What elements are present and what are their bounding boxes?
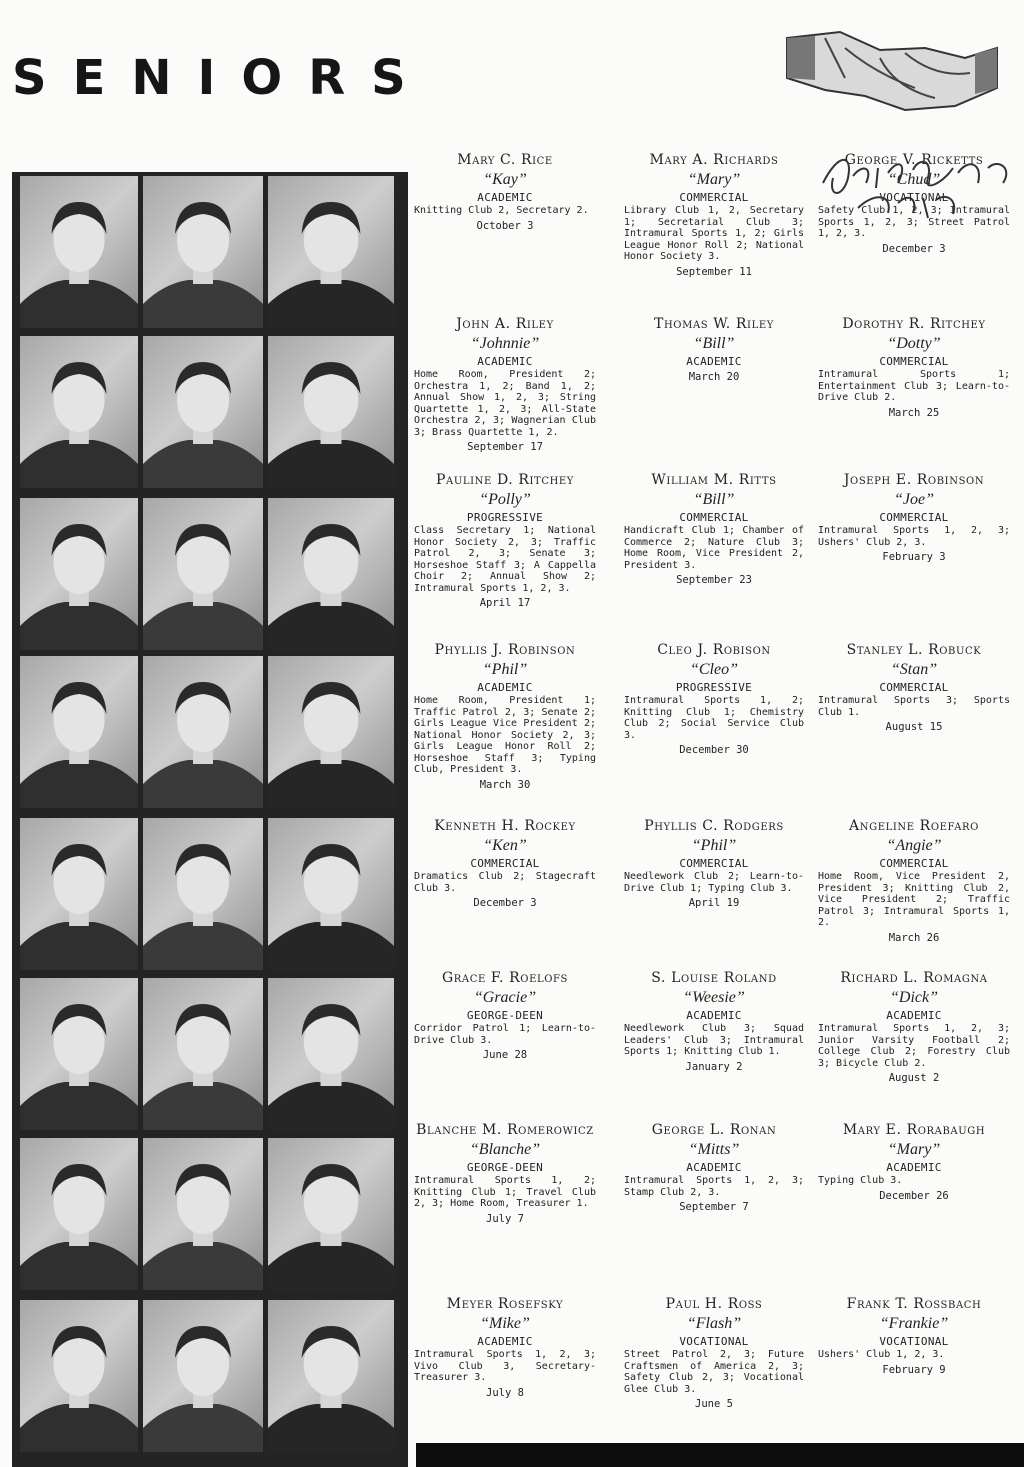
student-activities: Intramural Sports 1, 2, 3; Ushers' Club 2, 3.: [818, 525, 1010, 548]
student-birthday: March 25: [888, 406, 940, 419]
student-name: S. Louise Roland: [651, 970, 777, 986]
student-nickname: “Chud”: [887, 171, 941, 188]
student-portrait: [143, 176, 263, 328]
student-birthday: September 7: [679, 1201, 749, 1213]
student-name: Stanley L. Robuck: [846, 642, 982, 658]
student-portrait: [20, 656, 138, 808]
student-activities: Dramatics Club 2; Stagecraft Club 3.: [414, 871, 596, 894]
student-birthday: July 7: [486, 1212, 524, 1225]
student-birthday: December 26: [879, 1189, 949, 1202]
student-activities: Home Room, President 2; Orchestra 1, 2; Band 1, 2; Annual Show 1, 2, 3; String Quartette 1, 2, 3; All-State Orchestra 2, 3; Wagnerian Club 3; Brass Quartette 1, 2.: [414, 369, 596, 438]
student-name: Meyer Rosefsky: [446, 1296, 564, 1312]
senior-entry: [414, 1296, 596, 1399]
student-nickname: “Dick”: [890, 989, 938, 1006]
student-name: John A. Riley: [456, 316, 554, 332]
student-nickname: “Johnnie”: [470, 335, 540, 352]
student-birthday: February 3: [882, 551, 946, 563]
student-nickname: “Angie”: [886, 837, 942, 854]
student-birthday: April 17: [479, 597, 531, 609]
bottom-rule: [416, 1443, 1024, 1467]
senior-entry: [818, 642, 1010, 733]
student-name: George L. Ronan: [651, 1122, 777, 1138]
student-name: William M. Ritts: [651, 472, 777, 488]
student-nickname: “Phil”: [482, 661, 528, 678]
student-nickname: “Mitts”: [688, 1141, 740, 1158]
student-course: COMMERCIAL: [879, 355, 949, 368]
student-birthday: December 30: [679, 744, 749, 756]
student-activities: Class Secretary 1; National Honor Society 2, 3; Traffic Patrol 2, 3; Senate 3; Horseshoe Staff 3; A Cappella Choir 2; Annual Show 2; Intramural Sports 1, 2, 3.: [414, 525, 596, 594]
student-nickname: “Bill”: [693, 335, 735, 352]
student-course: ACADEMIC: [886, 1161, 942, 1174]
student-name: Paul H. Ross: [665, 1296, 763, 1312]
student-name: George V. Ricketts: [844, 152, 984, 168]
student-name: Mary C. Rice: [457, 152, 553, 168]
student-course: GEORGE-DEEN: [466, 1009, 544, 1022]
student-portrait: [268, 336, 394, 488]
student-portrait: [20, 978, 138, 1130]
student-nickname: “Frankie”: [879, 1315, 949, 1332]
student-course: ACADEMIC: [477, 191, 533, 204]
student-portrait: [20, 818, 138, 970]
student-name: Frank T. Rossbach: [846, 1296, 982, 1312]
student-birthday: September 17: [467, 441, 543, 453]
student-name: Kenneth H. Rockey: [434, 818, 576, 834]
senior-entry: [624, 642, 804, 756]
student-name: Grace F. Roelofs: [441, 970, 569, 986]
student-name: Phyllis C. Rodgers: [644, 818, 784, 834]
student-activities: Intramural Sports 3; Sports Club 1.: [818, 695, 1010, 718]
student-portrait: [268, 818, 394, 970]
student-name: Joseph E. Robinson: [843, 472, 985, 488]
page-title: SENIORS: [12, 50, 432, 106]
student-course: ACADEMIC: [886, 1009, 942, 1022]
senior-entry: [414, 818, 596, 909]
student-activities: Library Club 1, 2, Secretary 1; Secretarial Club 3; Intramural Sports 1, 2; Girls League Honor Roll 2; National Honor Society 3.: [624, 205, 804, 262]
senior-entry: [414, 642, 596, 791]
senior-entry: [818, 152, 1010, 255]
student-birthday: September 23: [676, 574, 752, 586]
student-course: ACADEMIC: [477, 355, 533, 368]
student-portrait: [143, 978, 263, 1130]
student-portrait: [20, 498, 138, 650]
student-course: VOCATIONAL: [879, 191, 949, 204]
student-birthday: February 9: [882, 1363, 946, 1376]
student-activities: Intramural Sports 1, 2; Knitting Club 1; Travel Club 2, 3; Home Room, Treasurer 1.: [414, 1175, 596, 1209]
student-birthday: March 20: [688, 371, 740, 383]
senior-entry: [414, 152, 596, 232]
student-nickname: “Mike”: [480, 1315, 530, 1332]
student-nickname: “Mary”: [887, 1141, 941, 1158]
student-name: Blanche M. Romerowicz: [416, 1122, 594, 1138]
student-nickname: “Mary”: [687, 171, 741, 188]
student-course: COMMERCIAL: [679, 511, 749, 524]
student-birthday: July 8: [486, 1386, 524, 1399]
student-portrait: [268, 978, 394, 1130]
student-birthday: December 3: [882, 242, 946, 255]
student-course: COMMERCIAL: [879, 681, 949, 694]
student-portrait: [268, 1138, 394, 1290]
student-nickname: “Phil”: [691, 837, 737, 854]
student-activities: Intramural Sports 1, 2; Knitting Club 1; Chemistry Club 2; Social Service Club 3.: [624, 695, 804, 741]
student-portrait: [143, 1138, 263, 1290]
student-birthday: October 3: [476, 219, 534, 232]
student-nickname: “Blanche”: [469, 1141, 541, 1158]
senior-entry: [414, 1122, 596, 1225]
student-course: VOCATIONAL: [679, 1335, 749, 1348]
student-course: ACADEMIC: [686, 355, 742, 368]
student-portrait: [143, 818, 263, 970]
student-course: PROGRESSIVE: [466, 511, 544, 524]
senior-entry: [414, 316, 596, 453]
senior-entry: [414, 472, 596, 609]
student-birthday: December 3: [473, 897, 537, 909]
student-activities: Safety Club 1, 2, 3; Intramural Sports 1, 2, 3; Street Patrol 1, 2, 3.: [818, 205, 1010, 239]
student-activities: Intramural Sports 1, 2, 3; Junior Varsity Football 2; College Club 2; Forestry Club 3; Bicycle Club 2.: [818, 1023, 1010, 1069]
senior-entry: [818, 472, 1010, 563]
student-nickname: “Bill”: [693, 491, 735, 508]
student-portrait: [268, 176, 394, 328]
student-course: COMMERCIAL: [679, 857, 749, 870]
student-course: COMMERCIAL: [879, 857, 949, 870]
student-course: ACADEMIC: [477, 681, 533, 694]
student-name: Cleo J. Robison: [657, 642, 771, 658]
student-birthday: March 30: [479, 778, 531, 791]
student-nickname: “Cleo”: [689, 661, 738, 678]
student-course: PROGRESSIVE: [675, 681, 753, 694]
senior-entry: [818, 970, 1010, 1084]
student-portrait: [143, 498, 263, 650]
student-portrait: [268, 656, 394, 808]
student-portrait: [143, 656, 263, 808]
student-name: Phyllis J. Robinson: [434, 642, 576, 658]
student-portrait: [20, 176, 138, 328]
senior-entry: [414, 970, 596, 1061]
student-activities: Ushers' Club 1, 2, 3.: [818, 1349, 945, 1360]
student-activities: Needlework Club 2; Learn-to-Drive Club 1; Typing Club 3.: [624, 871, 804, 894]
student-activities: Home Room, Vice President 2, President 3; Knitting Club 2, Vice President 2; Traffic Patrol 3; Intramural Sports 1, 2.: [818, 871, 1010, 928]
senior-entry: [624, 152, 804, 278]
student-birthday: April 19: [688, 897, 740, 909]
student-name: Mary E. Rorabaugh: [842, 1122, 986, 1138]
student-activities: Intramural Sports 1; Entertainment Club 3; Learn-to-Drive Club 2.: [818, 369, 1010, 403]
student-course: ACADEMIC: [686, 1161, 742, 1174]
student-birthday: March 26: [888, 931, 940, 944]
senior-entry: [818, 818, 1010, 944]
handshake-illustration: [785, 18, 1000, 113]
student-birthday: June 5: [695, 1398, 733, 1410]
student-activities: Needlework Club 3; Squad Leaders' Club 3; Intramural Sports 1; Knitting Club 1.: [624, 1023, 804, 1057]
student-birthday: August 15: [885, 721, 943, 733]
student-activities: Handicraft Club 1; Chamber of Commerce 2; Nature Club 3; Home Room, Vice President 2, President 3.: [624, 525, 804, 571]
student-name: Mary A. Richards: [649, 152, 779, 168]
student-nickname: “Polly”: [479, 491, 531, 508]
student-birthday: January 2: [685, 1060, 743, 1073]
student-course: ACADEMIC: [686, 1009, 742, 1022]
student-name: Thomas W. Riley: [654, 316, 774, 332]
student-course: COMMERCIAL: [879, 511, 949, 524]
student-course: COMMERCIAL: [470, 857, 540, 870]
student-nickname: “Ken”: [483, 837, 527, 854]
portrait-grid: [12, 172, 408, 1467]
student-nickname: “Kay”: [483, 171, 527, 188]
student-portrait: [268, 498, 394, 650]
student-course: COMMERCIAL: [679, 191, 749, 204]
student-name: Angeline Roefaro: [849, 818, 979, 834]
student-birthday: September 11: [676, 265, 752, 278]
student-portrait: [143, 336, 263, 488]
student-portrait: [143, 1300, 263, 1452]
student-portrait: [20, 1138, 138, 1290]
student-nickname: “Joe”: [894, 491, 934, 508]
student-activities: Corridor Patrol 1; Learn-to-Drive Club 3.: [414, 1023, 596, 1046]
student-activities: Street Patrol 2, 3; Future Craftsmen of America 2, 3; Safety Club 2, 3; Vocational Glee Club 3.: [624, 1349, 804, 1395]
student-nickname: “Gracie”: [473, 989, 537, 1006]
student-activities: Knitting Club 2, Secretary 2.: [414, 205, 589, 216]
student-portrait: [268, 1300, 394, 1452]
student-birthday: June 28: [482, 1049, 528, 1061]
student-course: VOCATIONAL: [879, 1335, 949, 1348]
student-name: Pauline D. Ritchey: [435, 472, 575, 488]
senior-entry: [818, 1122, 1010, 1202]
student-nickname: “Flash”: [686, 1315, 742, 1332]
student-activities: Intramural Sports 1, 2, 3; Vivo Club 3, Secretary-Treasurer 3.: [414, 1349, 596, 1383]
senior-entry: [818, 1296, 1010, 1376]
student-nickname: “Stan”: [890, 661, 938, 678]
student-course: GEORGE-DEEN: [466, 1161, 544, 1174]
student-name: Dorothy R. Ritchey: [842, 316, 986, 332]
student-portrait: [20, 336, 138, 488]
senior-entry: [624, 316, 804, 383]
student-portrait: [20, 1300, 138, 1452]
senior-entry: [624, 970, 804, 1073]
senior-entry: [818, 316, 1010, 419]
senior-entry: [624, 472, 804, 586]
senior-entry: [624, 1296, 804, 1410]
student-course: ACADEMIC: [477, 1335, 533, 1348]
student-activities: Intramural Sports 1, 2, 3; Stamp Club 2, 3.: [624, 1175, 804, 1198]
student-birthday: August 2: [888, 1072, 940, 1084]
student-nickname: “Dotty”: [887, 335, 941, 352]
senior-entry: [624, 818, 804, 909]
student-nickname: “Weesie”: [683, 989, 745, 1006]
senior-entry: [624, 1122, 804, 1213]
student-activities: Typing Club 3.: [818, 1175, 903, 1186]
student-activities: Home Room, President 1; Traffic Patrol 2, 3; Senate 2; Girls League Vice President 2; National Honor Society 2, 3; Girls League Honor Roll 2; Horseshoe Staff 3; Typing Club, President 3.: [414, 695, 596, 775]
student-name: Richard L. Romagna: [840, 970, 988, 986]
